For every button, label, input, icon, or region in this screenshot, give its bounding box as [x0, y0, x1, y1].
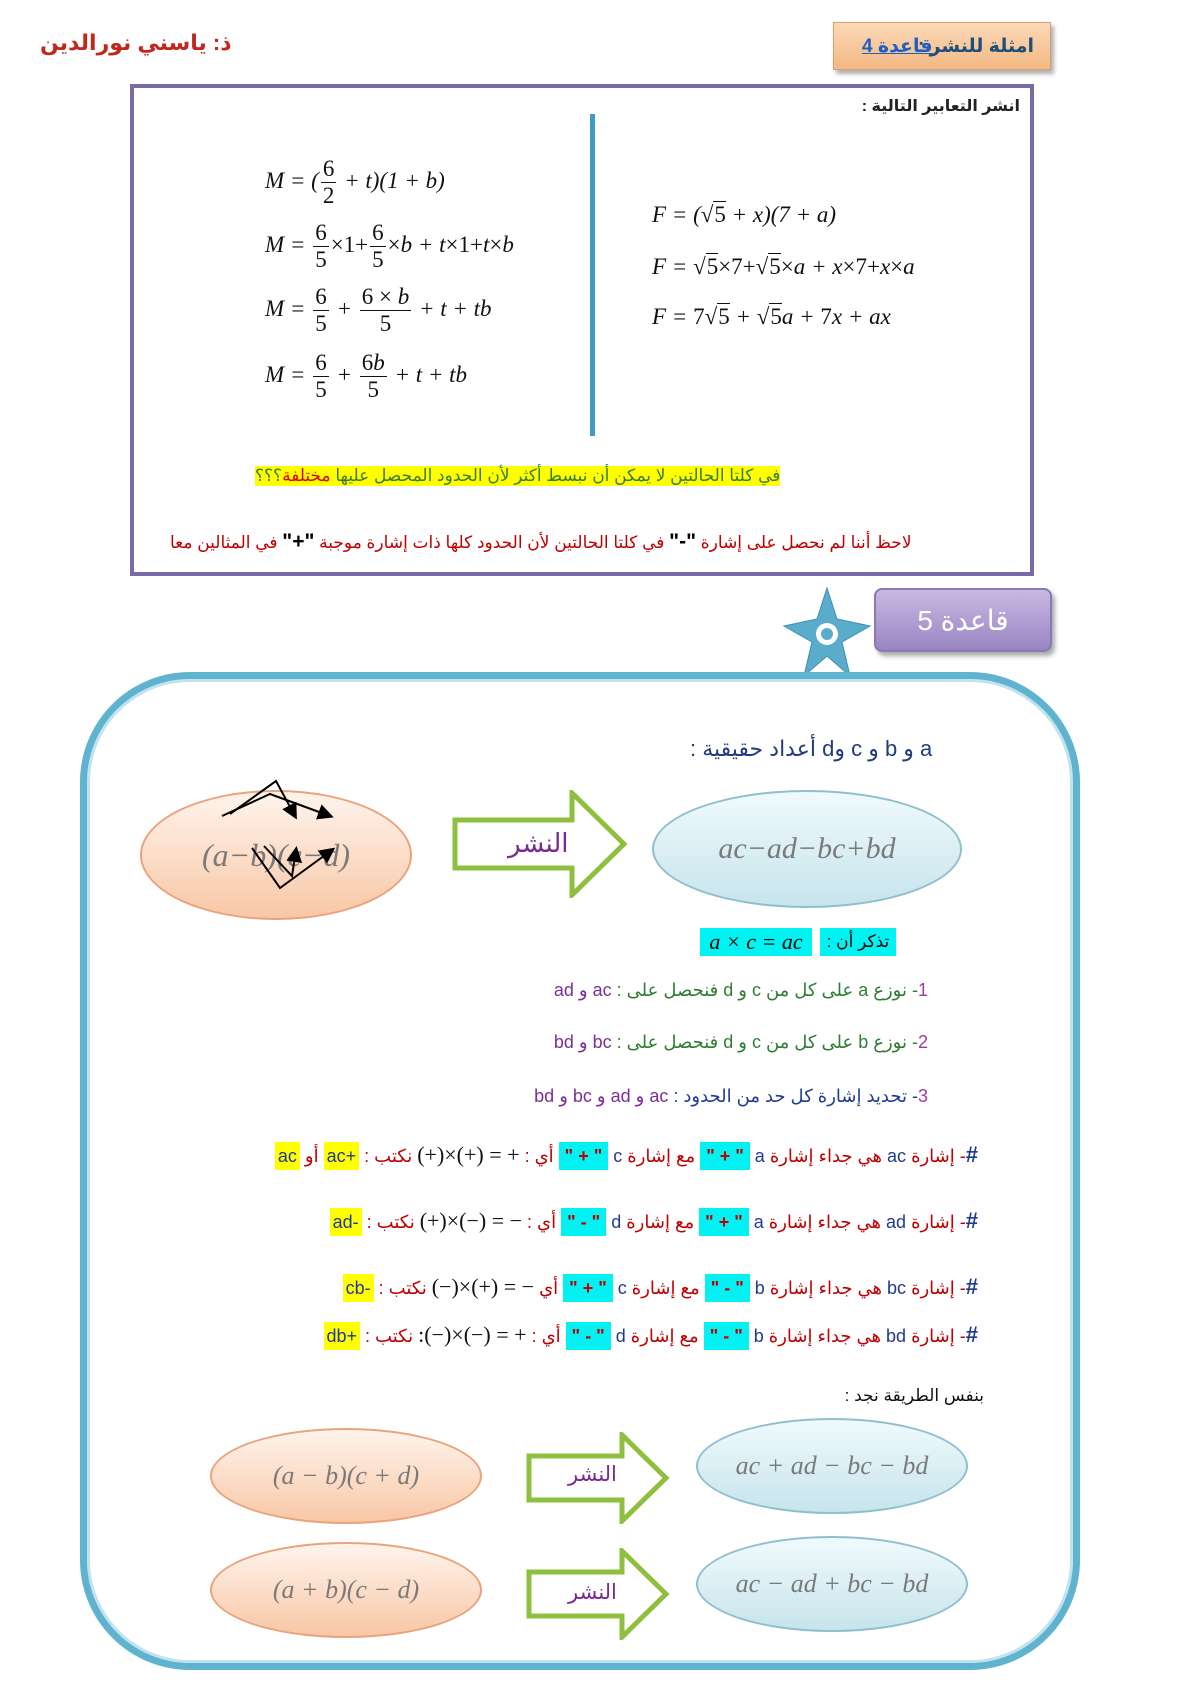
- step-3: 3- تحديد إشارة كل حد من الحدود : ac و ad و bc و bd: [534, 1086, 928, 1106]
- author-name: ذ: ياسني نورالدين: [40, 30, 232, 55]
- expression-m-3: M = $\frac{6}{5}$ + $\frac{6 \times b}{5}$ + t + tb: [265, 284, 492, 337]
- example-2-result-oval: ac + ad − bc − bd: [696, 1418, 968, 1514]
- example-3-result-oval: ac − ad + bc − bd: [696, 1536, 968, 1632]
- column-divider: [590, 114, 595, 436]
- remember-label: تذكر أن :: [820, 928, 896, 956]
- star-icon: [782, 586, 872, 678]
- distribution-arrows: [200, 776, 380, 896]
- expression-m-1: M = ( $\frac{6}{2}$ + t)(1 + b): [265, 156, 445, 209]
- expression-m-4: M = $\frac{6}{5}$ + $\frac{6b}{5}$ + t + tb: [265, 350, 468, 403]
- expand-arrow-label: النشر: [508, 828, 569, 858]
- examples-title: انشر التعابير التالية :: [861, 98, 1020, 115]
- sign-line-ad: #- إشارة ad هي جداء إشارة a " + " مع إشارة d " - " أي : (+)×(−) = − نكتب : -ad: [330, 1204, 978, 1238]
- sign-line-bc: #- إشارة bc هي جداء إشارة b " - " مع إشارة c " + " أي (−)×(+) = − نكتب : -cb: [343, 1270, 978, 1304]
- expression-m-2: M = $\frac{6}{5}$ ×1+ $\frac{6}{5}$ ×b + t×1+t×b: [265, 220, 514, 273]
- expand-arrow-label: النشر: [568, 1463, 617, 1486]
- real-numbers-statement: a و b و c وd أعداد حقيقية :: [690, 736, 933, 761]
- step-1: 1- نوزع a على كل من c و d فنحصل على : ac و ad: [553, 980, 928, 1000]
- remember-box: [696, 928, 896, 956]
- same-way-text: بنفس الطريقة نجد :: [844, 1386, 984, 1405]
- note-cannot-simplify: في كلتا الحالتين لا يمكن أن نبسط أكثر لأن الحدود المحصل عليها مختلفة؟؟؟: [255, 466, 781, 485]
- rule5-title: قاعدة 5: [917, 605, 1009, 636]
- rule4-label: امثلة للنشر :: [918, 36, 1034, 57]
- rule4-link[interactable]: قاعدة 4: [862, 36, 933, 57]
- sign-line-ac: #- إشارة ac هي جداء إشارة a " + " مع إشارة c " + " أي : (+)×(+) = + نكتب : +ac أو ac: [275, 1138, 978, 1172]
- expression-f-2: F = √5×7+√5×a + x×7+x×a: [652, 254, 915, 279]
- note-positive-signs: لاحظ أننا لم نحصل على إشارة "-" في كلتا الحالتين لأن الحدود كلها ذات إشارة موجبة "+" في المثالين معا: [170, 530, 912, 553]
- rule5-tag: [874, 588, 1052, 652]
- expression-f-1: F = (√5 + x)(7 + a): [652, 202, 837, 227]
- main-result-oval: ac−ad−bc+bd: [652, 790, 962, 908]
- remember-math: a × c = ac: [700, 928, 812, 956]
- sign-line-bd: #- إشارة bd هي جداء إشارة b " - " مع إشارة d " - " أي : :(−)×(−) = + نكتب : +db: [324, 1318, 979, 1352]
- example-3-expression-oval: (a + b)(c − d): [210, 1542, 482, 1638]
- example-2-expression-oval: (a − b)(c + d): [210, 1428, 482, 1524]
- expression-f-3: F = 7√5 + √5a + 7x + ax: [652, 304, 891, 329]
- expand-arrow-label: النشر: [568, 1581, 617, 1604]
- step-2: 2- نوزع b على كل من c و d فنحصل على : bc و bd: [553, 1032, 928, 1052]
- rule4-tag: [833, 22, 1051, 70]
- main-expression-oval: (a−b)(c−d): [140, 790, 412, 920]
